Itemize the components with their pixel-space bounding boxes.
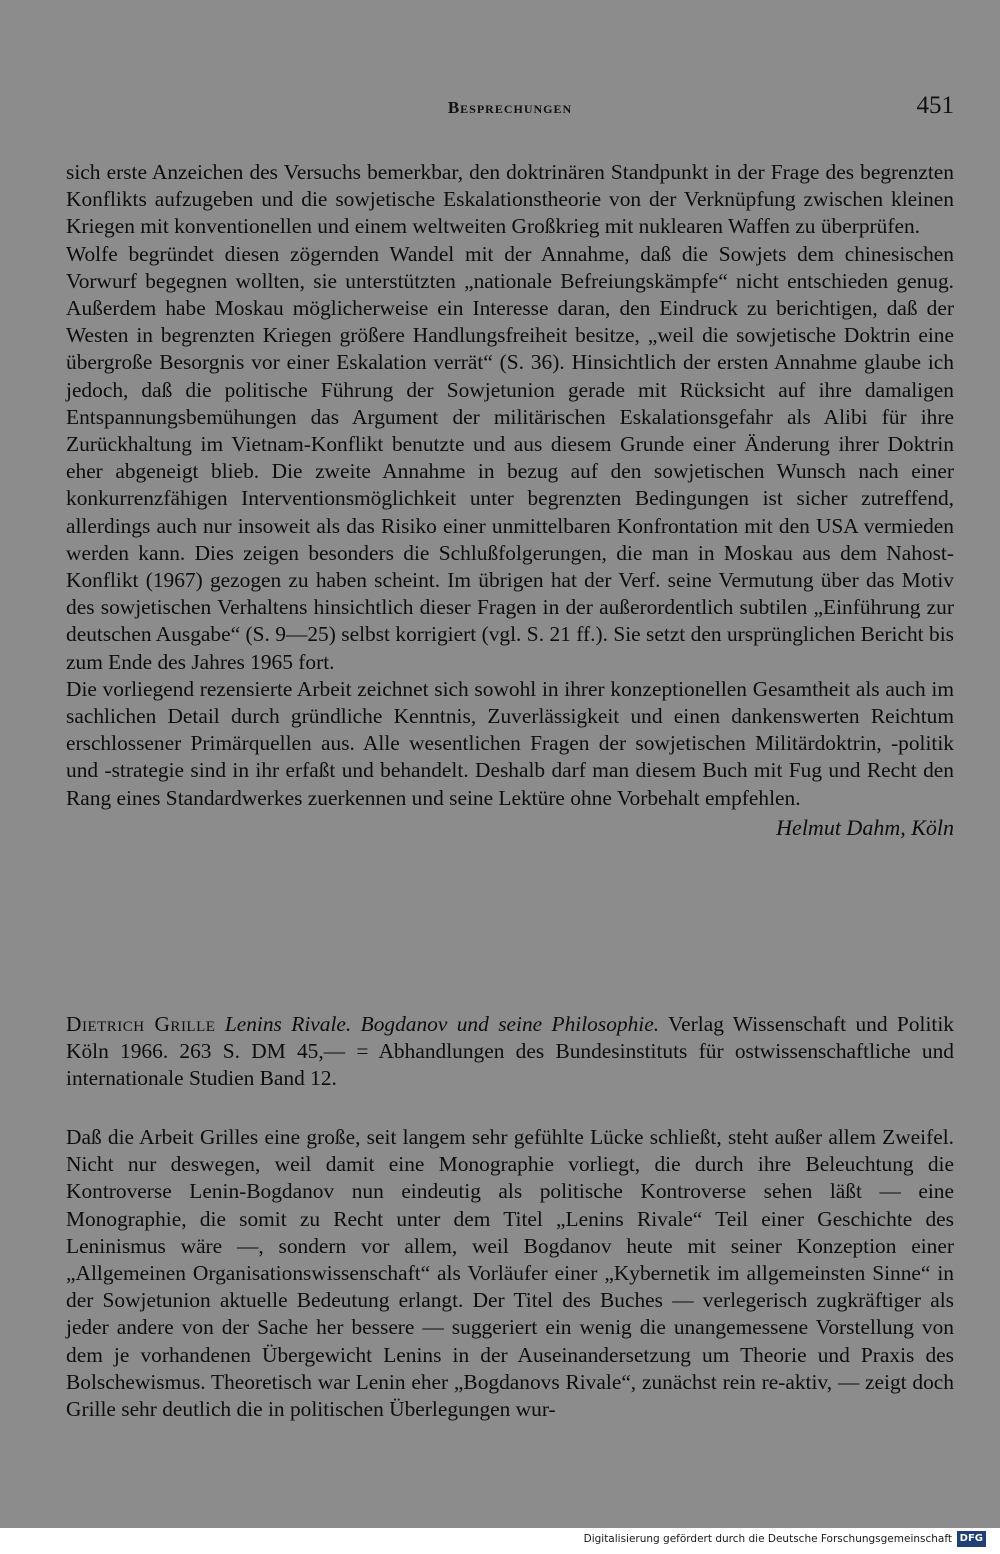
dfg-logo: DFG	[957, 1531, 986, 1547]
book-details: Verlag Wissenschaft und Politik Köln 1966. 263 S. DM 45,— = Abhandlungen des Bundesinstituts für ostwissenschaftliche und internationale Studien Band 12.	[66, 1012, 954, 1091]
book-author: Dietrich Grille	[66, 1012, 216, 1036]
book-title: Lenins Rivale. Bogdanov und seine Philosophie.	[224, 1012, 660, 1036]
page-number: 451	[916, 92, 954, 119]
review-grille	[66, 1124, 954, 1423]
running-head	[66, 92, 954, 126]
running-title: Besprechungen	[447, 98, 573, 117]
bibliographic-entry	[66, 1011, 954, 1093]
paragraph: Die vorliegend rezensierte Arbeit zeichnet sich sowohl in ihrer konzeptionellen Gesamtheit als auch im sachlichen Detail durch gründliche Kenntnis, Zuverlässigkeit und einen dankenswerten Reichtum erschlossener Primärquellen aus. Alle wesentlichen Fragen der sowjetischen Militärdoktrin, -politik und -strategie sind in ihr erfaßt und behandelt. Deshalb darf man diesem Buch mit Fug und Recht den Rang eines Standardwerkes zuerkennen und seine Lektüre ohne Vorbehalt empfehlen.	[66, 676, 954, 810]
paragraph: Daß die Arbeit Grilles eine große, seit langem sehr gefühlte Lücke schließt, steht außer allem Zweifel. Nicht nur deswegen, weil damit eine Monographie vorliegt, die durch ihre Beleuchtung die Kontroverse Lenin-Bogdanov nun eindeutig als politische Kontroverse sehen läßt — eine Monographie, die somit zu Recht unter dem Titel „Lenins Rivale“ Teil einer Geschichte des Leninismus wäre —, sondern vor allem, weil Bogdanov heute mit seiner Konzeption einer „Allgemeinen Organisationswissenschaft“ als Vorläufer einer „Kybernetik im allgemeinsten Sinne“ in der Sowjetunion aktuelle Bedeutung erlangt. Der Titel des Buches — verlegerisch zugkräftiger als jeder andere von der Sache her bessere — suggeriert ein wenig die unangemessene Vorstellung von dem je vorhandenen Übergewicht Lenins in der Auseinandersetzung um Theorie und Praxis des Bolschewismus. Theoretisch war Lenin eher „Bogdanovs Rivale“, zunächst rein re-aktiv, — zeigt doch Grille sehr deutlich die in politischen Überlegungen wur-	[66, 1125, 954, 1422]
paragraph: sich erste Anzeichen des Versuchs bemerkbar, den doktrinären Standpunkt in der Frage des begrenzten Konflikts aufzugeben und die sowjetische Eskalationstheorie von der Verknüpfung zwischen kleinen Kriegen mit konventionellen und einem weltweiten Großkrieg mit nuklearen Waffen zu überprüfen.	[66, 160, 954, 239]
digitization-credit: Digitalisierung gefördert durch die Deutsche Forschungsgemeinschaft	[583, 1533, 952, 1545]
review-dahm	[66, 159, 954, 841]
bibliographic-citation	[66, 1011, 954, 1093]
reviewer-signature: Helmut Dahm, Köln	[776, 814, 954, 840]
paragraph: Wolfe begründet diesen zögernden Wandel mit der Annahme, daß die Sowjets dem chinesischen Vorwurf begegnen wollten, sie unterstützten „nationale Befreiungskämpfe“ nicht entschieden genug. Außerdem habe Moskau möglicherweise ein Interesse daran, den Eindruck zu berichtigen, daß der Westen in begrenzten Kriegen größere Handlungsfreiheit besitze, „weil die sowjetische Doktrin eine übergroße Besorgnis vor einer Eskalation verrät“ (S. 36). Hinsichtlich der ersten Annahme glaube ich jedoch, daß die politische Führung der Sowjetunion gerade mit Rücksicht auf ihre damaligen Entspannungsbemühungen das Argument der militärischen Eskalationsgefahr als Alibi für ihre Zurückhaltung im Vietnam-Konflikt benutzte und aus diesem Grunde einer Änderung ihrer Doktrin eher abgeneigt blieb. Die zweite Annahme in bezug auf den sowjetischen Wunsch nach einer konkurrenzfähigen Interventionsmöglichkeit unter begrenzten Bedingungen ist sicher zutreffend, allerdings auch nur insoweit als das Risiko einer unmittelbaren Konfrontation mit den USA vermieden werden kann. Dies zeigen besonders die Schlußfolgerungen, die man in Moskau aus dem Nahost-Konflikt (1967) gezogen zu haben scheint. Im übrigen hat der Verf. seine Vermutung über das Motiv des sowjetischen Verhaltens hinsichtlich dieser Fragen in der außerordentlich subtilen „Einführung zur deutschen Ausgabe“ (S. 9—25) selbst korrigiert (vgl. S. 21 ff.). Sie setzt den ursprünglichen Bericht bis zum Ende des Jahres 1965 fort.	[66, 241, 954, 674]
